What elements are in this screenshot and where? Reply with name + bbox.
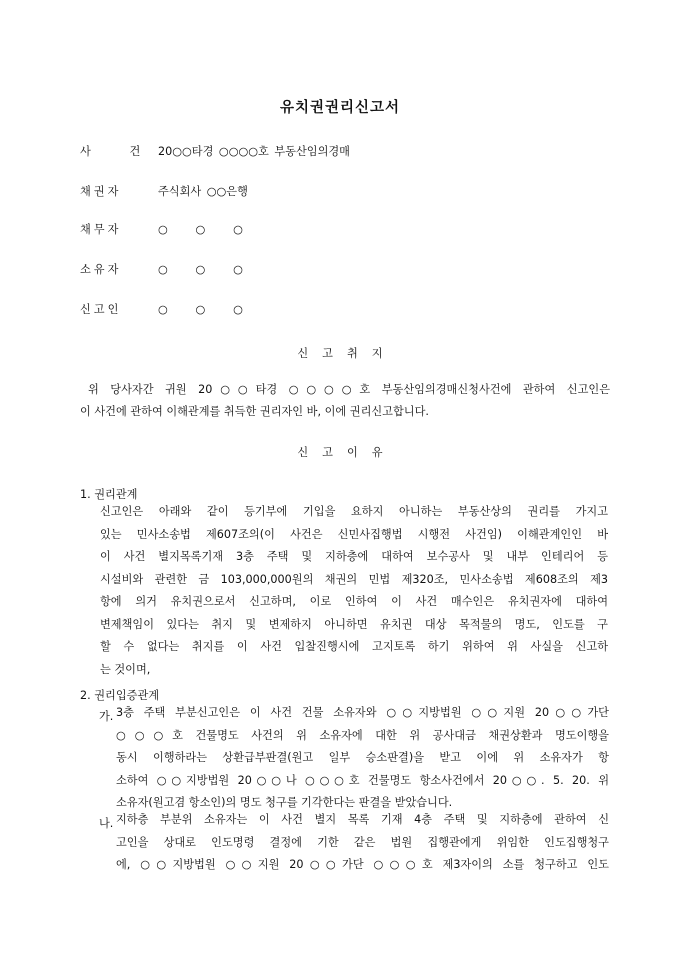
purpose-paragraph (88, 379, 610, 402)
text-line: ○○○호 건물명도 사건의 위 소유자에 대한 위 공사대금 채권상환과 명도이행을 (116, 728, 609, 742)
text-line: 지하층 부분위 소유자는 이 사건 별지 목록 기재 4층 주택 및 지하층에 관하여 신 (116, 813, 609, 826)
text-line: 있는 민사소송법 제607조의(이 사건은 신민사집행법 시행전 사건임) 이해관계인인 바 (100, 527, 608, 541)
text-line: 이 사건에 관하여 이해관계를 취득한 권리자인 바, 이에 권리신고합니다. (80, 405, 429, 418)
text-line: 위 당사자간 귀원 20○○타경 ○○○○호 부동산임의경매신청사건에 관하여 신고인은 (88, 383, 610, 396)
sub-item-a-mark: 가. (99, 710, 114, 723)
text-line: 에, ○○지방법원 ○○지원 20○○가단 ○○○호 제3자이의 소를 청구하고 인도 (116, 858, 609, 871)
sub-item-b-mark: 나. (99, 817, 114, 830)
party-label: 소유자 (80, 263, 122, 276)
text-line: 는 것이며, (100, 662, 151, 676)
text-line: 이 사건 별지목록기재 3층 주택 및 지하층에 대하여 보수공사 및 내부 인테리어 등 (100, 550, 608, 563)
text-line: 3층 주택 부분신고인은 이 사건 건물 소유자와 ○○지방법원 ○○지원 20○○가단 (116, 706, 609, 719)
text-line: 고인을 상대로 인도명령 결정에 기한 같은 법원 집행관에게 위임한 인도집행청구 (116, 835, 609, 849)
item2-title: 2. 권리입증관계 (80, 689, 160, 702)
party-value: ○ ○ ○ (158, 263, 243, 276)
party-value: ○ ○ ○ (158, 223, 243, 236)
party-value: ○ ○ ○ (158, 303, 243, 316)
party-label: 채권자 (80, 185, 122, 198)
text-line: 소하여 ○○지방법원 20○○나 ○○○호 건물명도 항소사건에서 20○○. 5. 20. 위 (116, 773, 609, 787)
text-line: 동시 이행하라는 상환급부판결(원고 일부 승소판결)을 받고 이에 위 소유자가 항 (116, 751, 609, 764)
sub-item-b-body (116, 809, 609, 877)
item1-body (100, 501, 608, 681)
item1-title: 1. 권리관계 (80, 488, 138, 501)
purpose-heading: 신고취지 (297, 347, 397, 360)
text-line: 항에 의거 유치권으로서 신고하며, 이로 인하여 이 사건 매수인은 유치권자에 대하여 (100, 595, 608, 608)
sub-item-a-body (116, 702, 609, 815)
party-value: 주식회사 ○○은행 (158, 185, 248, 198)
text-line: 시설비와 관련한 금 103,000,000원의 채권의 민법 제320조, 민사소송법 제608조의 제3 (100, 572, 608, 586)
text-line: 할 수 없다는 취지를 이 사건 입찰진행시에 고지토록 하기 위하여 위 사실을 신고하 (100, 640, 608, 653)
text-line: 소유자(원고겸 항소인)의 명도 청구를 기각한다는 판결을 받았습니다. (116, 796, 453, 809)
reason-heading: 신고이유 (297, 446, 397, 459)
party-label: 신고인 (80, 303, 122, 316)
party-value: 20○○타경 ○○○○호 부동산임의경매 (158, 145, 350, 158)
document-title: 유치권권리신고서 (279, 100, 401, 116)
party-label: 채무자 (80, 223, 122, 236)
purpose-paragraph-cont (80, 401, 610, 424)
text-line: 변제책임이 있다는 취지 및 변제하지 아니하면 유치권 대상 목적물의 명도, 인도를 구 (100, 617, 608, 631)
text-line: 신고인은 아래와 같이 등기부에 기입을 요하지 아니하는 부동산상의 권리를 가지고 (100, 505, 608, 518)
party-label: 사 건 (80, 145, 148, 158)
